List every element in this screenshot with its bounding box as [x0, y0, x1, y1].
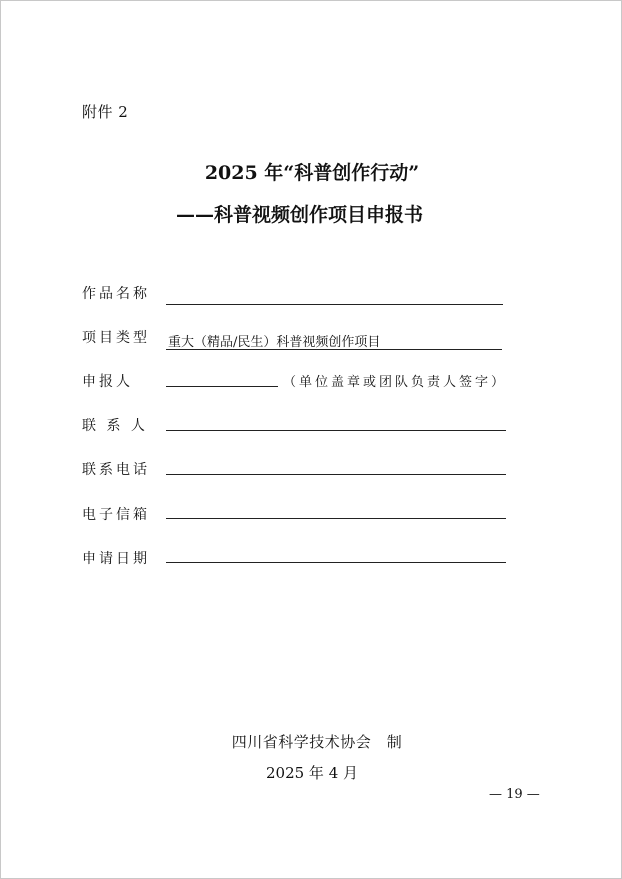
footer-date-text: 2025 年 4 月 [265, 764, 359, 782]
footer-organization [0, 731, 622, 752]
applicant-signature-note: （单位盖章或团队负责人签字） [283, 375, 508, 390]
footer-organization-text: 四川省科学技术协会 制 [231, 733, 403, 751]
applicant-label: 申报人 [82, 374, 133, 390]
email-field[interactable] [166, 518, 506, 519]
email-label: 电子信箱 [82, 507, 150, 523]
document-subtitle: ——科普视频创作项目申报书 [176, 204, 424, 226]
phone-field[interactable] [166, 474, 506, 475]
attachment-label: 附件 2 [82, 103, 129, 121]
contact-field[interactable] [166, 430, 506, 431]
apply-date-field[interactable] [166, 562, 506, 563]
applicant-field[interactable] [166, 386, 278, 387]
work-name-label: 作品名称 [82, 286, 150, 302]
project-type-label: 项目类型 [82, 330, 150, 346]
contact-label-text: 联 系 人 [82, 418, 145, 434]
apply-date-label: 申请日期 [82, 551, 150, 567]
footer-date [0, 762, 622, 783]
document-title-line1: 2025 年“科普创作行动” [204, 162, 420, 184]
contact-label [82, 415, 145, 435]
work-name-field[interactable] [166, 304, 503, 305]
project-type-field[interactable] [166, 335, 502, 350]
project-type-value: 重大（精品/民生）科普视频创作项目 [168, 335, 381, 350]
page-number: — 19 — [489, 787, 540, 802]
document-title [0, 158, 622, 185]
phone-label: 联系电话 [82, 462, 150, 478]
